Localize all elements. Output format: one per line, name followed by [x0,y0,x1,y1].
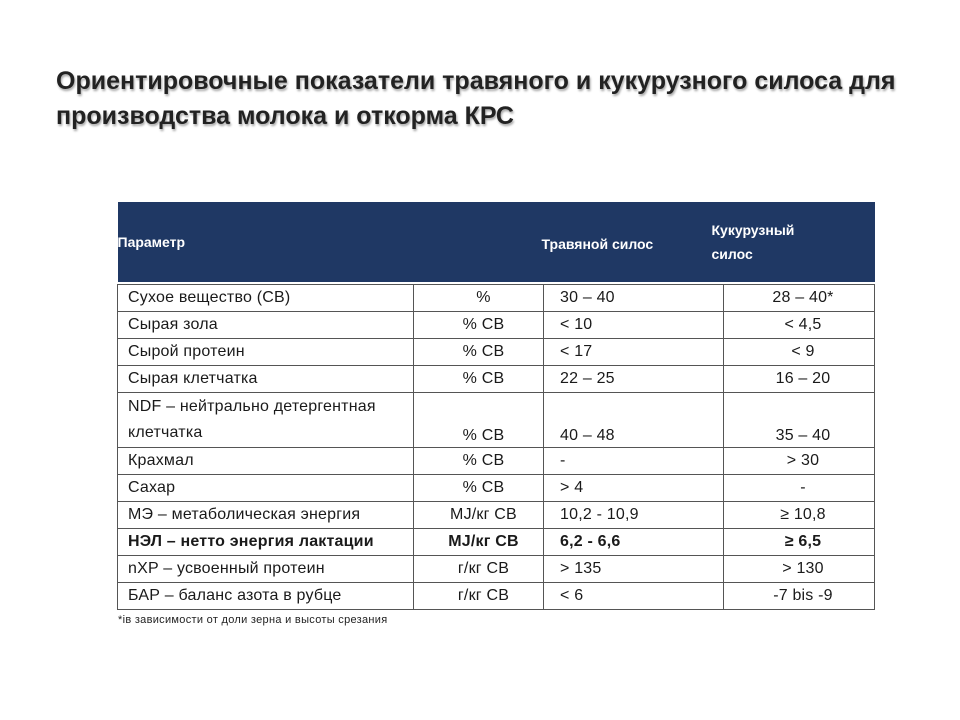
cell-unit: % СВ [414,312,544,339]
cell-unit: г/кг СВ [414,556,544,583]
cell-corn-value: ≥ 6,5 [724,529,875,556]
cell-corn-value: 28 – 40* [724,285,875,312]
cell-parameter: БАР – баланс азота в рубце [118,583,414,610]
cell-grass-value: 10,2 - 10,9 [544,502,724,529]
table-row [118,339,875,366]
table-header-row [118,202,875,282]
cell-unit: % СВ [414,339,544,366]
cell-parameter: Сырая зола [118,312,414,339]
header-grass-silage: Травяной силос [544,202,724,282]
header-corn-silage [711,202,875,282]
table-row [118,448,875,475]
cell-corn-value: -7 bis -9 [724,583,875,610]
table-row [118,583,875,610]
cell-parameter: NDF – нейтрально детергентная клетчатка [118,393,414,448]
cell-parameter: Сухое вещество (СВ) [118,285,414,312]
cell-grass-value: 30 – 40 [544,285,724,312]
cell-grass-value: 40 – 48 [544,393,724,448]
cell-corn-value: 16 – 20 [724,366,875,393]
table-body [118,282,875,610]
cell-unit: MJ/кг СВ [414,502,544,529]
cell-parameter: Крахмал [118,448,414,475]
cell-grass-value: - [544,448,724,475]
slide-title: Ориентировочные показатели травяного и кукурузного силоса для производства молока и откорма КРС [56,67,896,130]
cell-parameter: Сырая клетчатка [118,366,414,393]
cell-grass-value: > 4 [544,475,724,502]
cell-unit: % СВ [414,448,544,475]
cell-corn-value: > 130 [724,556,875,583]
cell-parameter: Сырой протеин [118,339,414,366]
cell-parameter: Сахар [118,475,414,502]
cell-corn-value: > 30 [724,448,875,475]
cell-parameter: nXP – усвоенный протеин [118,556,414,583]
cell-corn-value: ≥ 10,8 [724,502,875,529]
cell-corn-value: < 4,5 [724,312,875,339]
table-row [118,556,875,583]
cell-unit: % СВ [414,393,544,448]
cell-grass-value: < 17 [544,339,724,366]
silage-table [117,202,875,610]
header-corn-line1: Кукурузный [711,222,795,238]
cell-corn-value: < 9 [724,339,875,366]
cell-unit: г/кг СВ [414,583,544,610]
table-row [118,393,875,448]
cell-unit: % СВ [414,475,544,502]
cell-parameter: НЭЛ – нетто энергия лактации [118,529,414,556]
cell-corn-value: 35 – 40 [724,393,875,448]
cell-grass-value: 6,2 - 6,6 [544,529,724,556]
cell-unit: % [414,285,544,312]
cell-grass-value: > 135 [544,556,724,583]
table-row [118,312,875,339]
cell-grass-value: < 10 [544,312,724,339]
cell-grass-value: 22 – 25 [544,366,724,393]
cell-grass-value: < 6 [544,583,724,610]
table-row [118,285,875,312]
cell-unit: % СВ [414,366,544,393]
cell-parameter: МЭ – метаболическая энергия [118,502,414,529]
table-row [118,502,875,529]
silage-table-container [117,202,874,610]
cell-unit: MJ/кг СВ [414,529,544,556]
footnote: *iв зависимости от доли зерна и высоты срезания [118,614,388,626]
table-row [118,529,875,556]
header-param: Параметр [118,202,544,282]
header-corn-line2: силос [711,246,753,262]
table-row [118,475,875,502]
table-row [118,366,875,393]
cell-corn-value: - [724,475,875,502]
